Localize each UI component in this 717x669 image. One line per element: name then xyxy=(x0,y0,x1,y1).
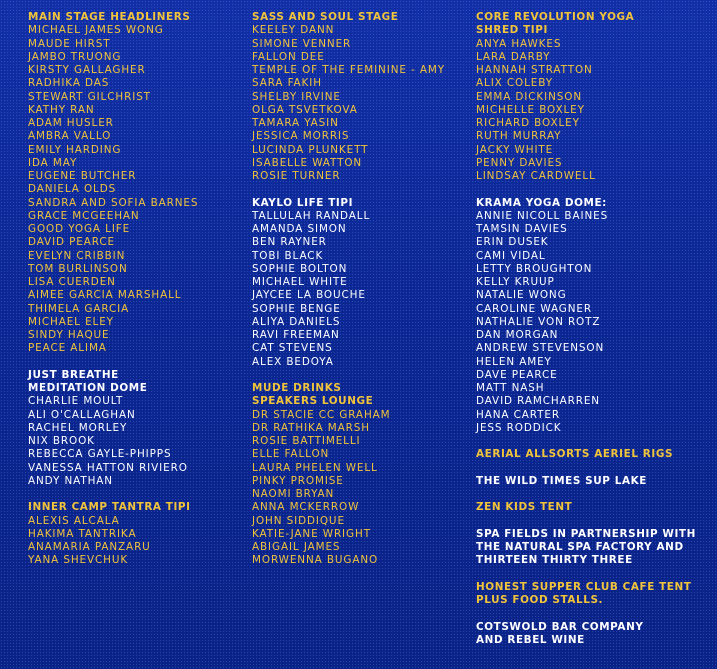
performer-name: ANYA HAWKES xyxy=(476,37,562,50)
stage-section xyxy=(476,621,711,648)
performer-name: KEELEY DANN xyxy=(252,24,335,37)
performer-name: ELLE FALLON xyxy=(252,448,330,461)
performer-name: GOOD YOGA LIFE xyxy=(28,223,131,235)
performer-name: ISABELLE WATTON xyxy=(252,156,363,169)
performer-name: HELEN AMEY xyxy=(476,355,552,368)
performer-name: TAMARA YASIN xyxy=(252,117,339,129)
performer-name: DAVID PEARCE xyxy=(28,236,115,249)
performer-list xyxy=(476,210,711,435)
stage-heading: KRAMA YOGA DOME: xyxy=(476,196,607,209)
performer-name: EMMA DICKINSON xyxy=(476,90,583,103)
performer-name: JAYCEE LA BOUCHE xyxy=(252,289,366,302)
performer-name: NAOMI BRYAN xyxy=(252,488,335,500)
performer-name: PENNY DAVIES xyxy=(476,156,563,169)
performer-name: LISA CUERDEN xyxy=(28,276,116,288)
performer-name: AIMEE GARCIA MARSHALL xyxy=(28,289,182,302)
performer-name: RICHARD BOXLEY xyxy=(476,117,580,129)
performer-name: SHELBY IRVINE xyxy=(252,90,341,103)
performer-name: ALIX COLEBY xyxy=(476,77,553,90)
performer-name: GRACE MCGEEHAN xyxy=(28,209,140,222)
stage-section xyxy=(252,11,467,183)
performer-name: SARA FAKIH xyxy=(252,77,322,90)
lineup-column-1 xyxy=(28,11,243,581)
performer-name: NIX BROOK xyxy=(28,435,95,447)
performer-list xyxy=(28,24,243,355)
performer-name: DR RATHIKA MARSH xyxy=(252,421,370,434)
performer-name: CHARLIE MOULT xyxy=(28,395,124,408)
performer-list xyxy=(252,24,467,183)
performer-name: RACHEL MORLEY xyxy=(28,421,128,434)
performer-name: ALIYA DANIELS xyxy=(252,315,341,328)
stage-heading: COTSWOLD BAR COMPANY AND REBEL WINE xyxy=(476,620,644,646)
performer-name: SOPHIE BOLTON xyxy=(252,262,348,275)
performer-name: ABIGAIL JAMES xyxy=(252,541,341,553)
performer-name: LUCINDA PLUNKETT xyxy=(252,143,369,156)
performer-name: ROSIE BATTIMELLI xyxy=(252,435,361,447)
performer-name: TOBI BLACK xyxy=(252,249,324,262)
performer-name: HANA CARTER xyxy=(476,408,560,421)
performer-name: REBECCA GAYLE-PHIPPS xyxy=(28,448,172,461)
performer-name: BEN RAYNER xyxy=(252,236,327,249)
performer-name: OLGA TSVETKOVA xyxy=(252,103,358,116)
performer-name: KATIE-JANE WRIGHT xyxy=(252,527,371,540)
stage-heading: CORE REVOLUTION YOGA SHRED TIPI xyxy=(476,11,635,37)
performer-name: PEACE ALIMA xyxy=(28,342,107,355)
stage-heading: MAIN STAGE HEADLINERS xyxy=(28,11,191,23)
performer-name: THIMELA GARCIA xyxy=(28,302,130,315)
stage-section xyxy=(476,475,711,488)
stage-heading: THE WILD TIMES SUP LAKE xyxy=(476,474,647,487)
performer-name: SANDRA AND SOFIA BARNES xyxy=(28,196,199,209)
performer-name: KIRSTY GALLAGHER xyxy=(28,64,146,76)
performer-name: ERIN DUSEK xyxy=(476,236,549,249)
performer-name: NATALIE WONG xyxy=(476,289,567,302)
performer-name: JAMBO TRUONG xyxy=(28,50,122,63)
performer-name: ALI O'CALLAGHAN xyxy=(28,408,136,421)
performer-name: TALLULAH RANDALL xyxy=(252,209,371,222)
performer-name: TOM BURLINSON xyxy=(28,262,128,275)
stage-heading: KAYLO LIFE TIPI xyxy=(252,196,354,209)
stage-section xyxy=(476,448,711,461)
performer-name: MATT NASH xyxy=(476,382,545,394)
stage-section xyxy=(476,581,711,608)
lineup-column-3 xyxy=(476,11,711,660)
stage-heading: SPA FIELDS IN PARTNERSHIP WITH THE NATURAL SPA FACTORY AND THIRTEEN THIRTY THREE xyxy=(476,527,696,567)
performer-name: ROSIE TURNER xyxy=(252,170,341,182)
performer-name: MICHELLE BOXLEY xyxy=(476,103,585,116)
performer-name: DANIELA OLDS xyxy=(28,183,117,196)
performer-name: TEMPLE OF THE FEMININE - AMY xyxy=(252,64,446,76)
performer-name: EVELYN CRIBBIN xyxy=(28,249,126,262)
performer-name: NATHALIE VON ROTZ xyxy=(476,315,601,328)
stage-heading: ZEN KIDS TENT xyxy=(476,501,573,514)
performer-list xyxy=(476,38,711,184)
performer-name: RAVI FREEMAN xyxy=(252,329,340,341)
performer-name: JACKY WHITE xyxy=(476,143,554,156)
performer-name: HAKIMA TANTRIKA xyxy=(28,527,137,540)
performer-name: SINDY HAQUE xyxy=(28,329,110,341)
stage-section xyxy=(28,11,243,356)
performer-name: AMANDA SIMON xyxy=(252,223,347,235)
performer-name: DAVE PEARCE xyxy=(476,368,558,381)
stage-heading: MUDE DRINKS SPEAKERS LOUNGE xyxy=(252,382,374,408)
performer-name: EUGENE BUTCHER xyxy=(28,170,137,182)
performer-name: PINKY PROMISE xyxy=(252,474,344,487)
performer-name: CAROLINE WAGNER xyxy=(476,302,592,315)
performer-name: HANNAH STRATTON xyxy=(476,64,593,76)
stage-section xyxy=(252,197,467,369)
performer-name: EMILY HARDING xyxy=(28,143,122,156)
performer-name: DAN MORGAN xyxy=(476,329,559,341)
performer-name: LINDSAY CARDWELL xyxy=(476,170,596,182)
performer-list xyxy=(252,210,467,369)
performer-name: STEWART GILCHRIST xyxy=(28,90,151,103)
performer-name: SOPHIE BENGE xyxy=(252,302,341,315)
stage-section xyxy=(28,369,243,488)
performer-name: SIMONE VENNER xyxy=(252,37,352,50)
performer-name: DR STACIE CC GRAHAM xyxy=(252,408,391,421)
stage-section xyxy=(28,501,243,567)
stage-heading: HONEST SUPPER CLUB CAFE TENT PLUS FOOD STALLS. xyxy=(476,580,692,606)
performer-name: LETTY BROUGHTON xyxy=(476,262,593,275)
stage-heading: SASS AND SOUL STAGE xyxy=(252,11,399,23)
performer-name: LARA DARBY xyxy=(476,50,551,63)
performer-name: LAURA PHELEN WELL xyxy=(252,461,378,474)
performer-name: IDA MAY xyxy=(28,156,78,169)
performer-name: MICHAEL ELEY xyxy=(28,315,114,328)
stage-section xyxy=(476,11,711,183)
stage-heading: JUST BREATHE MEDITATION DOME xyxy=(28,368,148,394)
performer-name: JESS RODDICK xyxy=(476,421,562,434)
performer-name: MICHAEL WHITE xyxy=(252,276,348,288)
performer-name: ADAM HUSLER xyxy=(28,117,114,129)
performer-list xyxy=(28,395,243,488)
stage-section xyxy=(476,501,711,514)
performer-name: ANNA MCKERROW xyxy=(252,501,360,514)
performer-name: MORWENNA BUGANO xyxy=(252,554,379,567)
stage-section xyxy=(476,197,711,436)
performer-name: DAVID RAMCHARREN xyxy=(476,395,600,408)
performer-name: ANDY NATHAN xyxy=(28,474,113,487)
performer-name: TAMSIN DAVIES xyxy=(476,223,568,235)
performer-name: RADHIKA DAS xyxy=(28,77,110,90)
performer-name: JOHN SIDDIQUE xyxy=(252,514,345,527)
performer-list xyxy=(252,409,467,568)
performer-name: MICHAEL JAMES WONG xyxy=(28,24,164,37)
performer-name: ALEXIS ALCALA xyxy=(28,514,120,527)
performer-name: ANNIE NICOLL BAINES xyxy=(476,209,609,222)
performer-name: ANDREW STEVENSON xyxy=(476,342,605,355)
lineup-column-2 xyxy=(252,11,467,581)
performer-name: ALEX BEDOYA xyxy=(252,355,334,368)
stage-section xyxy=(252,382,467,568)
stage-heading: AERIAL ALLSORTS AERIEL RIGS xyxy=(476,448,674,461)
performer-name: KELLY KRUUP xyxy=(476,276,555,288)
performer-name: MAUDE HIRST xyxy=(28,37,111,50)
stage-heading: INNER CAMP TANTRA TIPI xyxy=(28,501,191,514)
performer-name: RUTH MURRAY xyxy=(476,130,562,143)
performer-name: CAT STEVENS xyxy=(252,342,333,355)
performer-name: CAMI VIDAL xyxy=(476,249,546,262)
performer-name: KATHY RAN xyxy=(28,103,95,116)
performer-name: VANESSA HATTON RIVIERO xyxy=(28,461,188,474)
stage-section xyxy=(476,528,711,568)
performer-name: ANAMARIA PANZARU xyxy=(28,541,151,553)
performer-name: FALLON DEE xyxy=(252,50,325,63)
performer-name: YANA SHEVCHUK xyxy=(28,554,129,567)
performer-name: JESSICA MORRIS xyxy=(252,130,350,143)
performer-name: AMBRA VALLO xyxy=(28,130,112,143)
performer-list xyxy=(28,515,243,568)
